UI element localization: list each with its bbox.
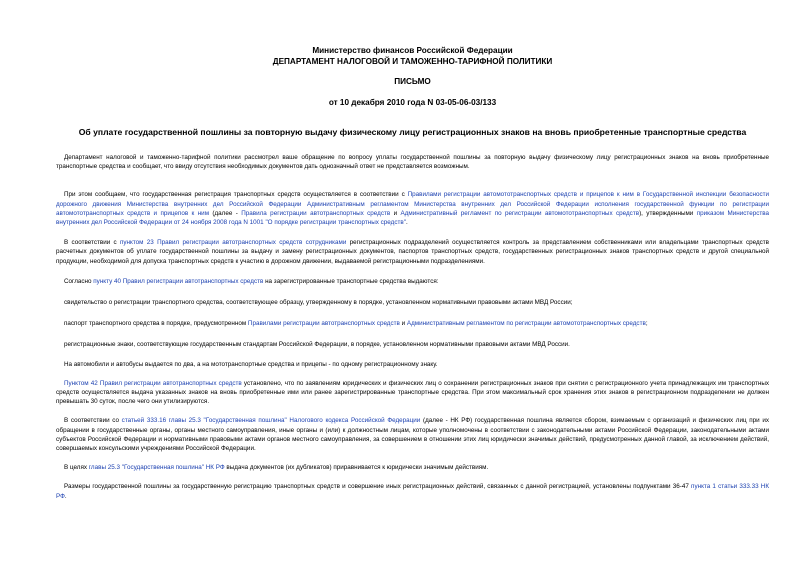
paragraph-text: Размеры государственной пошлины за государственную регистрацию транспортных средств и совершение иных регистрационных действий, связанных с данной регистрацией, установлены подпунктами 36-47 [64, 483, 692, 491]
paragraph-text: и [390, 209, 401, 217]
document-type: ПИСЬМО [394, 77, 431, 86]
paragraph-text: свидетельство о регистрации транспортного средства, соответствующее образцу, утвержденному в порядке, установленном нормативными правовыми актами МВД России; [64, 299, 573, 307]
paragraph-11 [56, 463, 769, 472]
link-point-40[interactable]: пункту 40 Правил регистрации автотранспортных средств [93, 277, 264, 285]
paragraph-text: и [399, 320, 407, 328]
paragraph-text: регистрационных подразделений осуществляется контроль за представлением собственниками или владельцами транспортных средств расчетных документов об уплате государственной пошлины за выдачу и замену регистрационных документов, паспортов транспортных средств, государственных регистрационных знаков транспортных средств и другой специальной продукции, необходимой для допуска транспортных средств к участию в дорожном движении, выдаваемой регистрационными подразделениями. [56, 239, 770, 265]
paragraph-2 [56, 190, 769, 227]
link-mvd-order[interactable]: приказом Министерства внутренних дел Российской Федерации от 24 ноября 2008 года N 1001 "О порядке регистрации транспортных средств" [56, 209, 770, 227]
paragraph-text: (далее - [209, 209, 242, 217]
document-date-number: от 10 декабря 2010 года N 03-05-06-03/133 [328, 97, 497, 107]
paragraph-text: паспорт транспортного средства в порядке, предусмотренном [64, 320, 248, 328]
link-admin-regulation-2[interactable]: Административным регламентом по регистрации автомототранспортных средств [406, 320, 646, 328]
paragraph-3 [56, 238, 769, 266]
paragraph-8 [56, 360, 769, 369]
link-admin-regulation-short[interactable]: Административный регламент по регистрации автомототранспортных средств [400, 209, 640, 217]
document-header [56, 46, 769, 108]
paragraph-6 [56, 319, 769, 328]
link-registration-rules-2[interactable]: Правилами регистрации автотранспортных средств [247, 320, 400, 328]
department-name: ДЕПАРТАМЕНТ НАЛОГОВОЙ И ТАМОЖЕННО-ТАРИФНОЙ ПОЛИТИКИ [272, 56, 553, 66]
link-point-42[interactable]: Пунктом 42 Правил регистрации автотранспортных средств [64, 379, 242, 387]
document-title: Об уплате государственной пошлины за повторную выдачу физическому лицу регистрационных знаков на вновь приобретенные транспортные средства [78, 127, 747, 137]
link-registration-rules-short[interactable]: Правила регистрации автотранспортных средств [241, 209, 391, 217]
paragraph-text: . [405, 219, 408, 227]
paragraph-text: установлено, что по заявлениям юридических и физических лиц о сохранении регистрационных знаков при снятии с регистрационного учета принадлежащих им транспортных средств осуществляется выдача указанных знаков на вновь приобретенные ими или ранее зарегистрированные транспортные средства. При этом максимальный срок хранения этих знаков в регистрационном подразделении не должен превышать 30 суток, после чего они утилизируются. [56, 379, 769, 406]
paragraph-text: . [64, 492, 67, 500]
paragraph-text: В соответствии со [64, 417, 122, 425]
paragraph-12 [56, 482, 769, 500]
paragraph-7 [56, 340, 769, 349]
paragraph-text: Согласно [64, 277, 94, 285]
link-registration-rules[interactable]: Правилами регистрации автомототранспортных средств и прицепов к ним в Государственной инспекции безопасности дорожного движения Министерства внутренних дел Российской Федерации [56, 191, 770, 208]
paragraph-text: (далее - НК РФ) государственная пошлина является сбором, взимаемым с организаций и физических лиц при их обращении в государственные органы, органы местного самоуправления, иные органы и (или) к должностным лицам, которые уполномочены в соответствии с законодательными актами Российской Федерации, законодательными актами субъектов Российской Федерации и нормативными правовыми актами органов местного самоуправления, за совершением в отношении этих лиц юридически значимых действий, предусмотренных данной главой, за исключением действий, совершаемых консульскими учреждениями Российской Федерации. [56, 417, 770, 453]
paragraph-text: При этом сообщаем, что государственная регистрация транспортных средств осуществляется в соответствии с [64, 191, 408, 199]
paragraph-9 [56, 379, 769, 407]
link-article-333-16[interactable]: статьей 333.16 главы 25.3 "Государственная пошлина" Налогового кодекса Российской Федерации [121, 417, 421, 425]
paragraph-text: На автомобили и автобусы выдается по два, а на мототранспортные средства и прицепы - по одному регистрационному знаку. [64, 360, 438, 368]
paragraph-4 [56, 277, 769, 286]
paragraph-1 [56, 153, 769, 171]
ministry-name: Министерство финансов Российской Федерации [312, 46, 513, 55]
paragraph-10 [56, 416, 769, 453]
paragraph-text: регистрационные знаки, соответствующие государственным стандартам Российской Федерации, в порядке, установленном нормативными правовыми актами МВД России. [64, 341, 570, 349]
paragraph-text: Департамент налоговой и таможенно-тарифной политики рассмотрел ваше обращение по вопросу уплаты государственной пошлины за повторную выдачу физическому лицу регистрационных знаков на вновь приобретенные транспортные средства и сообщает, что ввиду отсутствия необходимых документов дать однозначный ответ не представляется возможным. [56, 154, 769, 171]
paragraph-text: ; [645, 320, 648, 328]
paragraph-text: В соответствии с [64, 239, 120, 247]
paragraph-text: В целях [64, 464, 89, 472]
paragraph-text: выдача документов (их дубликатов) приравнивается к юридически значимым действиям. [224, 464, 489, 472]
paragraph-5 [56, 298, 769, 307]
link-chapter-25-3[interactable]: главы 25.3 "Государственная пошлина" НК РФ [88, 464, 225, 472]
link-article-333-33[interactable]: пункта 1 статьи 333.33 НК РФ [56, 483, 769, 500]
link-admin-regulation[interactable]: Административным регламентом Министерства внутренних дел Российской Федерации исполнения государственной функции по регистрации автомототранспортных средств и прицепов к ним [56, 200, 769, 217]
paragraph-text: ), утвержденными [639, 209, 697, 217]
link-point-23[interactable]: пунктом 23 Правил регистрации автотранспортных средств сотрудниками [120, 239, 347, 247]
paragraph-text: на зарегистрированные транспортные средства выдаются: [263, 277, 439, 285]
